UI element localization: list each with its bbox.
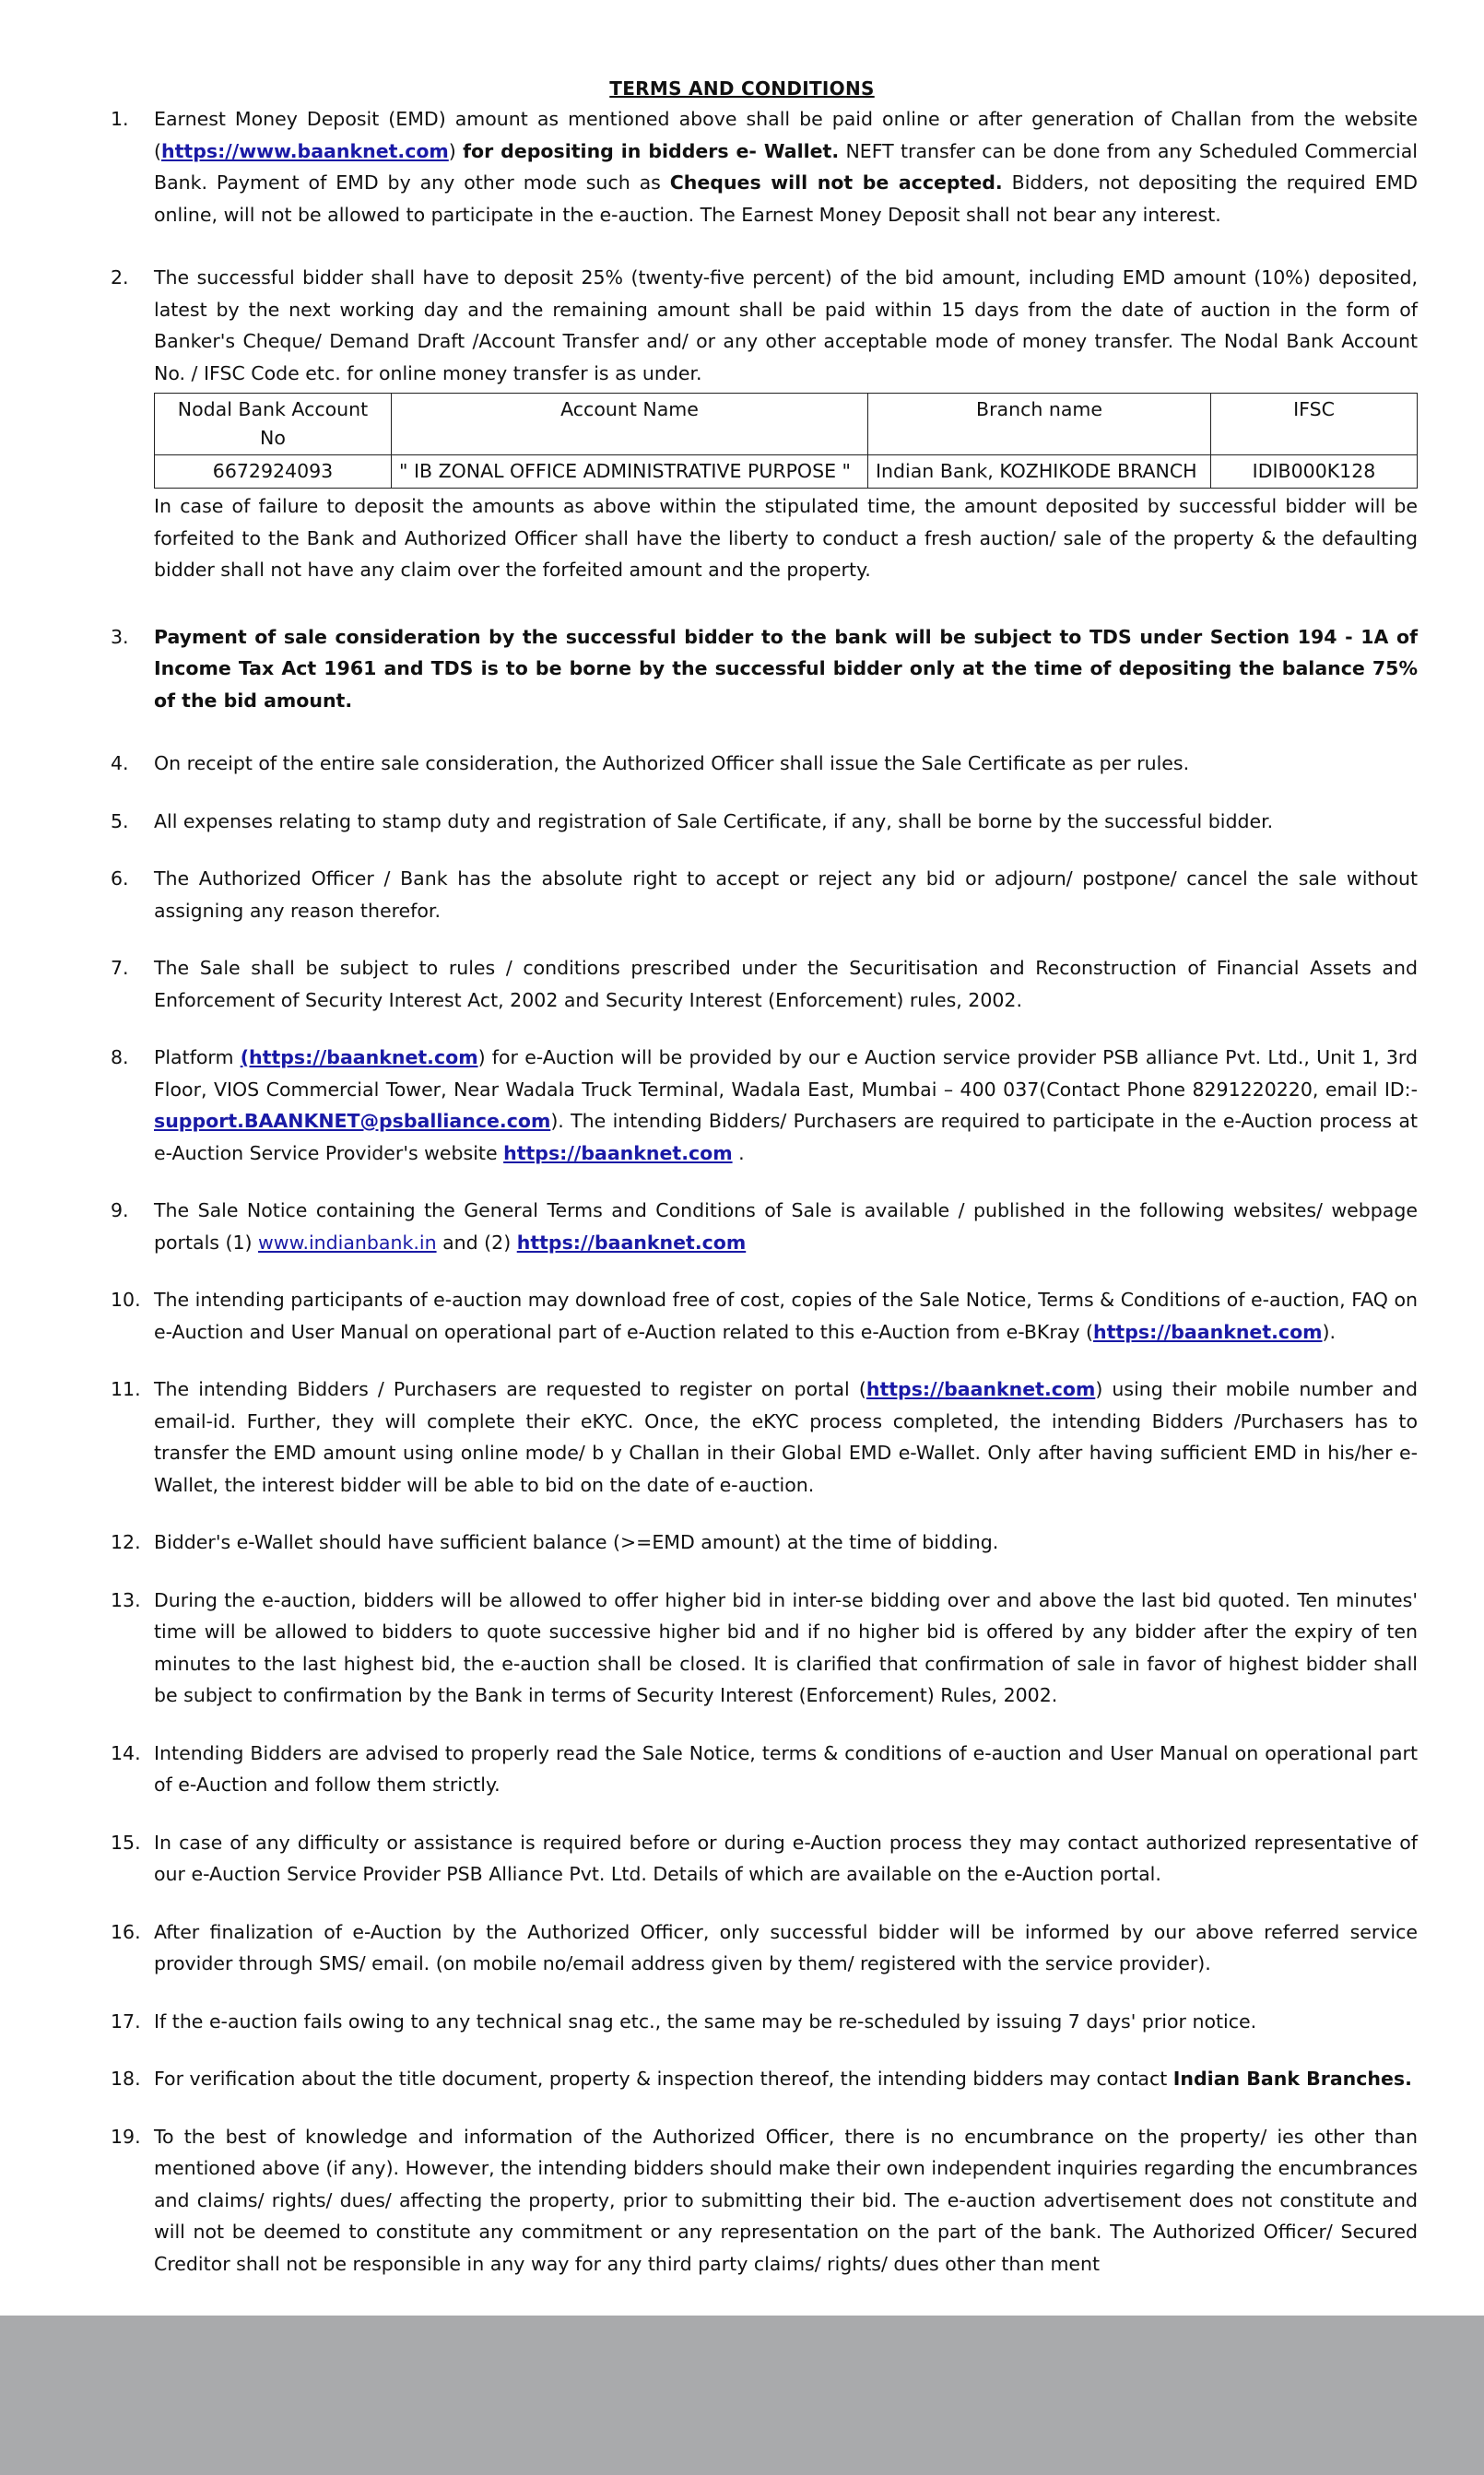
term-text-continued xyxy=(154,490,1418,586)
inline-link[interactable]: https://www.baanknet.com xyxy=(161,139,449,162)
text-segment: The Sale Notice containing the General Terms and Conditions of Sale is available / published in the following websites/ webpage portals (1) xyxy=(154,1199,1418,1254)
term-item-6 xyxy=(111,863,1418,926)
inline-link[interactable]: https://baanknet.com xyxy=(516,1231,747,1254)
term-number: 7. xyxy=(111,957,129,979)
term-item-9 xyxy=(111,1195,1418,1258)
term-number: 5. xyxy=(111,809,129,832)
text-segment: and (2) xyxy=(436,1231,517,1254)
term-number: 17. xyxy=(111,2009,141,2033)
text-segment: Earnest Money Deposit (EMD) amount as mentioned above shall be paid online or after generation of Challan from the website ( xyxy=(154,108,1418,162)
term-number: 10. xyxy=(111,1289,141,1311)
term-item-19 xyxy=(111,2121,1418,2281)
text-segment: Payment of sale consideration by the successful bidder to the bank will be subject to TDS under Section 194 - 1A of Income Tax Act 1961 and TDS is to be borne by the successful bidder only at the time of depositing the balance 75% of the bid amount. xyxy=(154,625,1418,712)
term-number: 9. xyxy=(111,1199,129,1221)
header-account-name: Account Name xyxy=(392,394,868,455)
nodal-account-table xyxy=(154,393,1418,489)
text-segment: for depositing in bidders e- Wallet. xyxy=(463,139,840,162)
term-text xyxy=(154,2063,1418,2095)
text-segment: Cheques will not be accepted. xyxy=(669,171,1003,194)
term-number: 14. xyxy=(111,1741,141,1764)
term-text xyxy=(154,863,1418,926)
text-segment: After finalization of e-Auction by the Authorized Officer, only successful bidder will be informed by our above referred service provider through SMS/ email. (on mobile no/email address given by them/ registered with the service provider). xyxy=(154,1920,1418,1974)
text-segment: Indian Bank Branches. xyxy=(1172,2068,1412,2090)
text-segment: The Authorized Officer / Bank has the absolute right to accept or reject any bid or adjourn/ postpone/ cancel the sale without assigning any reason therefor. xyxy=(154,867,1418,922)
term-number: 8. xyxy=(111,1046,129,1068)
term-number: 3. xyxy=(111,625,129,648)
cell-branch-name: Indian Bank, KOZHIKODE BRANCH xyxy=(868,455,1211,489)
term-text xyxy=(154,1526,1418,1559)
term-item-4 xyxy=(111,748,1418,780)
text-segment: ). The intending Bidders/ Purchasers are required to participate in the e-Auction process at e-Auction Service Provider's website xyxy=(154,1110,1418,1164)
text-segment: Bidders, not depositing the required EMD online, will not be allowed to participate in the e-auction. The Earnest Money Deposit shall not bear any interest. xyxy=(154,171,1419,226)
term-text xyxy=(154,2006,1418,2038)
text-segment: In case of failure to deposit the amounts as above within the stipulated time, the amount deposited by successful bidder will be forfeited to the Bank and Authorized Officer shall have the liberty to conduct a fresh auction/ sale of the property & the defaulting bidder shall not have any claim over the forfeited amount and the property. xyxy=(154,495,1418,581)
text-segment: On receipt of the entire sale consideration, the Authorized Officer shall issue the Sale Certificate as per rules. xyxy=(154,752,1190,774)
term-number: 1. xyxy=(111,108,129,130)
text-segment: If the e-auction fails owing to any technical snag etc., the same may be re-scheduled by issuing 7 days' prior notice. xyxy=(154,2009,1257,2033)
table-row xyxy=(155,455,1418,489)
term-item-14 xyxy=(111,1738,1418,1801)
text-segment: The intending Bidders / Purchasers are requested to register on portal ( xyxy=(154,1378,866,1400)
term-text xyxy=(154,748,1418,780)
inline-link[interactable]: https://baanknet.com xyxy=(1093,1320,1323,1343)
term-text xyxy=(154,262,1418,389)
terms-list xyxy=(111,103,1418,2280)
term-item-3 xyxy=(111,621,1418,717)
term-item-1 xyxy=(111,103,1418,230)
text-segment: All expenses relating to stamp duty and registration of Sale Certificate, if any, shall be borne by the successful bidder. xyxy=(154,809,1274,832)
term-item-18 xyxy=(111,2063,1418,2095)
term-text xyxy=(154,1284,1418,1348)
term-item-5 xyxy=(111,806,1418,838)
inline-link[interactable]: (https://baanknet.com xyxy=(240,1046,478,1068)
term-text xyxy=(154,1373,1418,1501)
text-segment: Intending Bidders are advised to properly read the Sale Notice, terms & conditions of e-auction and User Manual on operational part of e-Auction and follow them strictly. xyxy=(154,1741,1418,1796)
document-title: TERMS AND CONDITIONS xyxy=(609,77,875,100)
term-item-15 xyxy=(111,1827,1418,1891)
text-segment: In case of any difficulty or assistance is required before or during e-Auction process they may contact authorized representative of our e-Auction Service Provider PSB Alliance Pvt. Ltd. Details of which are available on the e-Auction portal. xyxy=(154,1831,1418,1885)
text-segment: ) for e-Auction will be provided by our e Auction service provider PSB alliance Pvt. Ltd., Unit 1, 3rd Floor, VIOS Commercial Tower, Near Wadala Truck Terminal, Wadala East, Mumbai – 400 037(Contact Phone 8291220220, email ID:- xyxy=(154,1046,1418,1101)
text-segment: The intending participants of e-auction may download free of cost, copies of the Sale Notice, Terms & Conditions of e-auction, FAQ on e-Auction and User Manual on operational part of e-Auction related to this e-Auction from e-BKray ( xyxy=(154,1289,1418,1343)
term-number: 2. xyxy=(111,266,129,289)
term-item-17 xyxy=(111,2006,1418,2038)
text-segment: . xyxy=(732,1141,745,1164)
cell-account-no: 6672924093 xyxy=(155,455,392,489)
term-text xyxy=(154,1738,1418,1801)
term-number: 15. xyxy=(111,1831,141,1854)
page-bottom-overlay xyxy=(0,2316,1484,2475)
text-segment: NEFT transfer can be done from any Scheduled Commercial Bank. Payment of EMD by any other mode such as xyxy=(154,139,1419,194)
text-segment: ) using their mobile number and email-id. Further, they will complete their eKYC. Once, the eKYC process completed, the intending Bidders /Purchasers has to transfer the EMD amount using online mode/ b y Challan in their Global EMD e-Wallet. Only after having sufficient EMD in his/her e-Wallet, the interest bidder will be able to bid on the date of e-auction. xyxy=(154,1378,1418,1496)
term-text xyxy=(154,2121,1418,2281)
term-number: 19. xyxy=(111,2125,141,2148)
term-item-16 xyxy=(111,1916,1418,1980)
term-number: 12. xyxy=(111,1531,141,1553)
term-item-12 xyxy=(111,1526,1418,1559)
term-text xyxy=(154,1585,1418,1712)
term-number: 4. xyxy=(111,752,129,774)
term-text xyxy=(154,1827,1418,1891)
text-segment: The successful bidder shall have to deposit 25% (twenty-five percent) of the bid amount, including EMD amount (10%) deposited, latest by the next working day and the remaining amount shall be paid within 15 days from the date of auction in the form of Banker's Cheque/ Demand Draft /Account Transfer and/ or any other acceptable mode of money transfer. The Nodal Bank Account No. / IFSC Code etc. for online money transfer is as under. xyxy=(154,266,1418,384)
term-item-2 xyxy=(111,262,1418,586)
cell-account-name: " IB ZONAL OFFICE ADMINISTRATIVE PURPOSE " xyxy=(392,455,868,489)
header-account-no: Nodal Bank Account No xyxy=(155,394,392,455)
inline-link[interactable]: support.BAANKNET@psballiance.com xyxy=(154,1110,551,1132)
text-segment: Bidder's e-Wallet should have sufficient balance (>=EMD amount) at the time of bidding. xyxy=(154,1531,999,1553)
term-item-11 xyxy=(111,1373,1418,1501)
term-text xyxy=(154,1042,1418,1169)
header-branch-name: Branch name xyxy=(868,394,1211,455)
text-segment: ) xyxy=(448,139,464,162)
term-text xyxy=(154,1916,1418,1980)
term-number: 11. xyxy=(111,1378,141,1400)
table-header-row xyxy=(155,394,1418,455)
text-segment: The Sale shall be subject to rules / conditions prescribed under the Securitisation and Reconstruction of Financial Assets and Enforcement of Security Interest Act, 2002 and Security Interest (Enforcement) rules, 2002. xyxy=(154,957,1418,1011)
term-item-8 xyxy=(111,1042,1418,1169)
term-item-7 xyxy=(111,952,1418,1016)
inline-link[interactable]: https://baanknet.com xyxy=(503,1141,733,1164)
text-segment: Platform xyxy=(154,1046,241,1068)
term-number: 18. xyxy=(111,2068,141,2090)
inline-link[interactable]: www.indianbank.in xyxy=(258,1231,437,1254)
text-segment: For verification about the title document, property & inspection thereof, the intending bidders may contact xyxy=(154,2068,1173,2090)
term-item-10 xyxy=(111,1284,1418,1348)
term-number: 16. xyxy=(111,1920,141,1943)
term-text xyxy=(154,806,1418,838)
text-segment: To the best of knowledge and information of the Authorized Officer, there is no encumbrance on the property/ ies other than mentioned above (if any). However, the intending bidders should make their own independent inquiries regarding the encumbrances and claims/ rights/ dues/ affecting the property, prior to submitting their bid. The e-auction advertisement does not constitute and will not be deemed to constitute any commitment or any representation on the part of the bank. The Authorized Officer/ Secured Creditor shall not be responsible in any way for any third party claims/ rights/ dues other than ment xyxy=(154,2125,1418,2275)
text-segment: During the e-auction, bidders will be allowed to offer higher bid in inter-se bidding over and above the last bid quoted. Ten minutes' time will be allowed to bidders to quote successive higher bid and if no higher bid is offered by any bidder after the expiry of ten minutes to the last highest bid, the e-auction shall be closed. It is clarified that confirmation of sale in favor of highest bidder shall be subject to confirmation by the Bank in terms of Security Interest (Enforcement) Rules, 2002. xyxy=(154,1588,1418,1706)
term-text xyxy=(154,952,1418,1016)
cell-ifsc: IDIB000K128 xyxy=(1211,455,1418,489)
text-segment: ). xyxy=(1322,1320,1337,1343)
inline-link[interactable]: https://baanknet.com xyxy=(866,1378,1096,1400)
term-number: 6. xyxy=(111,867,129,890)
term-text xyxy=(154,1195,1418,1258)
term-item-13 xyxy=(111,1585,1418,1712)
term-text xyxy=(154,103,1418,230)
term-text xyxy=(154,621,1418,717)
header-ifsc: IFSC xyxy=(1211,394,1418,455)
term-number: 13. xyxy=(111,1588,141,1611)
